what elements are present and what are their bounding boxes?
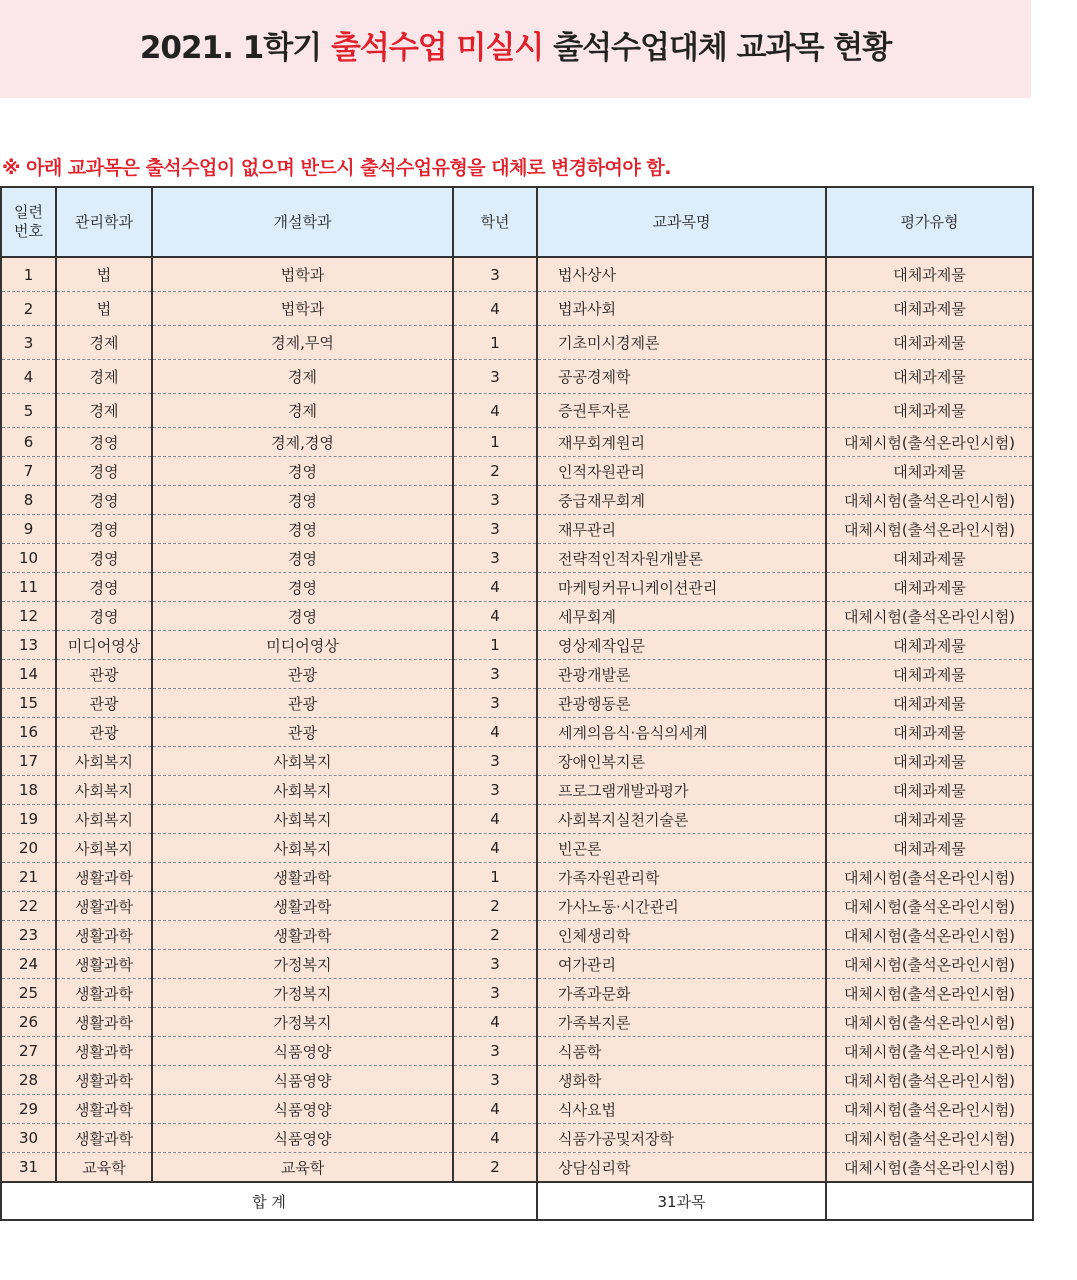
cell-course-name: 빈곤론 bbox=[537, 834, 826, 863]
cell-managing-dept: 법 bbox=[56, 292, 152, 326]
header-grade: 학년 bbox=[453, 187, 537, 257]
cell-grade: 4 bbox=[453, 1124, 537, 1153]
cell-opening-dept: 경제,무역 bbox=[152, 326, 453, 360]
cell-opening-dept: 가정복지 bbox=[152, 1008, 453, 1037]
header-course-name: 교과목명 bbox=[537, 187, 826, 257]
cell-course-name: 식품가공및저장학 bbox=[537, 1124, 826, 1153]
cell-managing-dept: 사회복지 bbox=[56, 776, 152, 805]
table-row bbox=[1, 660, 1033, 689]
cell-opening-dept: 경제 bbox=[152, 394, 453, 428]
cell-grade: 1 bbox=[453, 326, 537, 360]
table-row bbox=[1, 631, 1033, 660]
cell-evaluation-type: 대체시험(출석온라인시험) bbox=[826, 1037, 1033, 1066]
cell-evaluation-type: 대체시험(출석온라인시험) bbox=[826, 979, 1033, 1008]
cell-grade: 3 bbox=[453, 979, 537, 1008]
cell-evaluation-type: 대체시험(출석온라인시험) bbox=[826, 1124, 1033, 1153]
cell-course-name: 영상제작입문 bbox=[537, 631, 826, 660]
table-row bbox=[1, 1008, 1033, 1037]
cell-course-name: 재무회계원리 bbox=[537, 428, 826, 457]
cell-grade: 3 bbox=[453, 515, 537, 544]
cell-serial-no: 16 bbox=[1, 718, 56, 747]
total-label: 합 계 bbox=[1, 1182, 537, 1220]
table-row bbox=[1, 394, 1033, 428]
cell-grade: 3 bbox=[453, 544, 537, 573]
cell-course-name: 세계의음식·음식의세계 bbox=[537, 718, 826, 747]
cell-serial-no: 18 bbox=[1, 776, 56, 805]
cell-course-name: 인적자원관리 bbox=[537, 457, 826, 486]
cell-opening-dept: 사회복지 bbox=[152, 805, 453, 834]
cell-opening-dept: 가정복지 bbox=[152, 950, 453, 979]
cell-grade: 3 bbox=[453, 950, 537, 979]
header-opening-dept: 개설학과 bbox=[152, 187, 453, 257]
table-row bbox=[1, 257, 1033, 292]
cell-evaluation-type: 대체시험(출석온라인시험) bbox=[826, 863, 1033, 892]
cell-course-name: 법사상사 bbox=[537, 257, 826, 292]
cell-grade: 4 bbox=[453, 1095, 537, 1124]
cell-course-name: 인체생리학 bbox=[537, 921, 826, 950]
cell-serial-no: 27 bbox=[1, 1037, 56, 1066]
cell-opening-dept: 관광 bbox=[152, 689, 453, 718]
cell-evaluation-type: 대체과제물 bbox=[826, 457, 1033, 486]
cell-managing-dept: 경영 bbox=[56, 486, 152, 515]
cell-grade: 4 bbox=[453, 573, 537, 602]
cell-course-name: 세무회계 bbox=[537, 602, 826, 631]
cell-serial-no: 17 bbox=[1, 747, 56, 776]
cell-managing-dept: 생활과학 bbox=[56, 1066, 152, 1095]
cell-managing-dept: 생활과학 bbox=[56, 1008, 152, 1037]
title-highlight: 출석수업 미실시 bbox=[330, 30, 544, 66]
cell-managing-dept: 교육학 bbox=[56, 1153, 152, 1183]
cell-course-name: 관광행동론 bbox=[537, 689, 826, 718]
table-row bbox=[1, 544, 1033, 573]
cell-opening-dept: 식품영양 bbox=[152, 1124, 453, 1153]
table-header-row bbox=[1, 187, 1033, 257]
header-serial-no-line: 일련 bbox=[14, 203, 43, 221]
total-row bbox=[1, 1182, 1033, 1220]
table-row bbox=[1, 602, 1033, 631]
cell-grade: 4 bbox=[453, 292, 537, 326]
cell-evaluation-type: 대체과제물 bbox=[826, 326, 1033, 360]
table-row bbox=[1, 486, 1033, 515]
cell-evaluation-type: 대체시험(출석온라인시험) bbox=[826, 892, 1033, 921]
cell-opening-dept: 경영 bbox=[152, 602, 453, 631]
cell-serial-no: 12 bbox=[1, 602, 56, 631]
table-row bbox=[1, 1066, 1033, 1095]
title-prefix: 2021. 1학기 bbox=[139, 30, 331, 66]
cell-opening-dept: 경제,경영 bbox=[152, 428, 453, 457]
cell-opening-dept: 생활과학 bbox=[152, 921, 453, 950]
cell-course-name: 재무관리 bbox=[537, 515, 826, 544]
cell-serial-no: 1 bbox=[1, 257, 56, 292]
cell-serial-no: 9 bbox=[1, 515, 56, 544]
cell-managing-dept: 경영 bbox=[56, 573, 152, 602]
title-suffix: 출석수업대체 교과목 현황 bbox=[543, 30, 892, 66]
cell-course-name: 가사노동·시간관리 bbox=[537, 892, 826, 921]
course-table bbox=[0, 186, 1034, 1221]
cell-evaluation-type: 대체시험(출석온라인시험) bbox=[826, 921, 1033, 950]
cell-evaluation-type: 대체시험(출석온라인시험) bbox=[826, 515, 1033, 544]
cell-course-name: 전략적인적자원개발론 bbox=[537, 544, 826, 573]
cell-grade: 3 bbox=[453, 689, 537, 718]
cell-managing-dept: 생활과학 bbox=[56, 863, 152, 892]
cell-opening-dept: 법학과 bbox=[152, 257, 453, 292]
cell-serial-no: 7 bbox=[1, 457, 56, 486]
cell-managing-dept: 생활과학 bbox=[56, 921, 152, 950]
cell-managing-dept: 생활과학 bbox=[56, 1124, 152, 1153]
cell-course-name: 공공경제학 bbox=[537, 360, 826, 394]
table-row bbox=[1, 1153, 1033, 1183]
cell-serial-no: 8 bbox=[1, 486, 56, 515]
cell-serial-no: 25 bbox=[1, 979, 56, 1008]
cell-opening-dept: 식품영양 bbox=[152, 1066, 453, 1095]
cell-managing-dept: 경영 bbox=[56, 428, 152, 457]
cell-evaluation-type: 대체시험(출석온라인시험) bbox=[826, 428, 1033, 457]
cell-serial-no: 15 bbox=[1, 689, 56, 718]
cell-opening-dept: 경제 bbox=[152, 360, 453, 394]
table-row bbox=[1, 1124, 1033, 1153]
cell-evaluation-type: 대체과제물 bbox=[826, 747, 1033, 776]
cell-serial-no: 19 bbox=[1, 805, 56, 834]
notice-text: ※ 아래 교과목은 출석수업이 없으며 반드시 출석수업유형을 대체로 변경하여야 함. bbox=[2, 157, 671, 179]
table-row bbox=[1, 292, 1033, 326]
cell-evaluation-type: 대체시험(출석온라인시험) bbox=[826, 602, 1033, 631]
cell-evaluation-type: 대체과제물 bbox=[826, 776, 1033, 805]
cell-managing-dept: 생활과학 bbox=[56, 979, 152, 1008]
table-row bbox=[1, 515, 1033, 544]
table-row bbox=[1, 892, 1033, 921]
cell-opening-dept: 교육학 bbox=[152, 1153, 453, 1183]
cell-managing-dept: 경제 bbox=[56, 326, 152, 360]
cell-serial-no: 3 bbox=[1, 326, 56, 360]
cell-course-name: 가족자원관리학 bbox=[537, 863, 826, 892]
cell-course-name: 식품학 bbox=[537, 1037, 826, 1066]
table-row bbox=[1, 863, 1033, 892]
cell-serial-no: 26 bbox=[1, 1008, 56, 1037]
cell-course-name: 생화학 bbox=[537, 1066, 826, 1095]
cell-evaluation-type: 대체과제물 bbox=[826, 257, 1033, 292]
cell-grade: 3 bbox=[453, 660, 537, 689]
cell-evaluation-type: 대체과제물 bbox=[826, 660, 1033, 689]
cell-managing-dept: 경영 bbox=[56, 544, 152, 573]
cell-course-name: 식사요법 bbox=[537, 1095, 826, 1124]
cell-serial-no: 21 bbox=[1, 863, 56, 892]
cell-serial-no: 5 bbox=[1, 394, 56, 428]
cell-grade: 4 bbox=[453, 834, 537, 863]
cell-opening-dept: 경영 bbox=[152, 573, 453, 602]
cell-managing-dept: 사회복지 bbox=[56, 834, 152, 863]
cell-opening-dept: 생활과학 bbox=[152, 892, 453, 921]
cell-evaluation-type: 대체과제물 bbox=[826, 718, 1033, 747]
cell-course-name: 장애인복지론 bbox=[537, 747, 826, 776]
cell-serial-no: 31 bbox=[1, 1153, 56, 1183]
table-row bbox=[1, 1095, 1033, 1124]
cell-opening-dept: 사회복지 bbox=[152, 747, 453, 776]
cell-serial-no: 29 bbox=[1, 1095, 56, 1124]
cell-managing-dept: 경영 bbox=[56, 457, 152, 486]
cell-evaluation-type: 대체과제물 bbox=[826, 805, 1033, 834]
cell-grade: 3 bbox=[453, 360, 537, 394]
cell-course-name: 중급재무회계 bbox=[537, 486, 826, 515]
cell-evaluation-type: 대체시험(출석온라인시험) bbox=[826, 950, 1033, 979]
cell-grade: 4 bbox=[453, 602, 537, 631]
cell-opening-dept: 관광 bbox=[152, 718, 453, 747]
cell-serial-no: 13 bbox=[1, 631, 56, 660]
cell-evaluation-type: 대체시험(출석온라인시험) bbox=[826, 1008, 1033, 1037]
cell-evaluation-type: 대체과제물 bbox=[826, 689, 1033, 718]
total-evaluation bbox=[826, 1182, 1033, 1220]
cell-evaluation-type: 대체시험(출석온라인시험) bbox=[826, 1066, 1033, 1095]
cell-managing-dept: 사회복지 bbox=[56, 747, 152, 776]
cell-managing-dept: 경영 bbox=[56, 602, 152, 631]
table-row bbox=[1, 689, 1033, 718]
table-row bbox=[1, 718, 1033, 747]
cell-managing-dept: 경제 bbox=[56, 394, 152, 428]
cell-course-name: 기초미시경제론 bbox=[537, 326, 826, 360]
cell-opening-dept: 법학과 bbox=[152, 292, 453, 326]
cell-managing-dept: 생활과학 bbox=[56, 892, 152, 921]
cell-course-name: 마케팅커뮤니케이션관리 bbox=[537, 573, 826, 602]
cell-managing-dept: 사회복지 bbox=[56, 805, 152, 834]
cell-grade: 2 bbox=[453, 892, 537, 921]
cell-opening-dept: 식품영양 bbox=[152, 1095, 453, 1124]
cell-grade: 4 bbox=[453, 805, 537, 834]
cell-managing-dept: 생활과학 bbox=[56, 1037, 152, 1066]
cell-grade: 3 bbox=[453, 257, 537, 292]
cell-course-name: 관광개발론 bbox=[537, 660, 826, 689]
cell-opening-dept: 생활과학 bbox=[152, 863, 453, 892]
cell-opening-dept: 경영 bbox=[152, 457, 453, 486]
cell-evaluation-type: 대체시험(출석온라인시험) bbox=[826, 486, 1033, 515]
cell-opening-dept: 미디어영상 bbox=[152, 631, 453, 660]
cell-serial-no: 28 bbox=[1, 1066, 56, 1095]
cell-managing-dept: 생활과학 bbox=[56, 950, 152, 979]
cell-opening-dept: 가정복지 bbox=[152, 979, 453, 1008]
cell-serial-no: 4 bbox=[1, 360, 56, 394]
cell-evaluation-type: 대체과제물 bbox=[826, 544, 1033, 573]
cell-grade: 3 bbox=[453, 486, 537, 515]
cell-course-name: 법과사회 bbox=[537, 292, 826, 326]
cell-managing-dept: 관광 bbox=[56, 718, 152, 747]
cell-serial-no: 24 bbox=[1, 950, 56, 979]
cell-grade: 3 bbox=[453, 1037, 537, 1066]
cell-serial-no: 30 bbox=[1, 1124, 56, 1153]
cell-serial-no: 10 bbox=[1, 544, 56, 573]
cell-managing-dept: 관광 bbox=[56, 660, 152, 689]
table-row bbox=[1, 747, 1033, 776]
cell-opening-dept: 경영 bbox=[152, 544, 453, 573]
cell-managing-dept: 미디어영상 bbox=[56, 631, 152, 660]
cell-opening-dept: 경영 bbox=[152, 515, 453, 544]
table-row bbox=[1, 921, 1033, 950]
table-row bbox=[1, 834, 1033, 863]
table-row bbox=[1, 428, 1033, 457]
cell-opening-dept: 사회복지 bbox=[152, 834, 453, 863]
cell-evaluation-type: 대체과제물 bbox=[826, 394, 1033, 428]
cell-managing-dept: 생활과학 bbox=[56, 1095, 152, 1124]
cell-grade: 4 bbox=[453, 394, 537, 428]
cell-opening-dept: 경영 bbox=[152, 486, 453, 515]
total-count: 31과목 bbox=[537, 1182, 826, 1220]
header-evaluation-type: 평가유형 bbox=[826, 187, 1033, 257]
cell-grade: 4 bbox=[453, 1008, 537, 1037]
cell-managing-dept: 법 bbox=[56, 257, 152, 292]
table-row bbox=[1, 950, 1033, 979]
table-row bbox=[1, 979, 1033, 1008]
cell-serial-no: 23 bbox=[1, 921, 56, 950]
cell-evaluation-type: 대체과제물 bbox=[826, 360, 1033, 394]
cell-evaluation-type: 대체과제물 bbox=[826, 573, 1033, 602]
cell-opening-dept: 식품영양 bbox=[152, 1037, 453, 1066]
header-serial-no-line: 번호 bbox=[14, 222, 43, 240]
cell-evaluation-type: 대체과제물 bbox=[826, 292, 1033, 326]
header-serial-no bbox=[1, 187, 56, 257]
cell-grade: 1 bbox=[453, 863, 537, 892]
cell-course-name: 프로그램개발과평가 bbox=[537, 776, 826, 805]
cell-serial-no: 11 bbox=[1, 573, 56, 602]
cell-grade: 2 bbox=[453, 457, 537, 486]
cell-course-name: 가족과문화 bbox=[537, 979, 826, 1008]
cell-course-name: 증권투자론 bbox=[537, 394, 826, 428]
cell-evaluation-type: 대체과제물 bbox=[826, 631, 1033, 660]
cell-serial-no: 14 bbox=[1, 660, 56, 689]
cell-course-name: 사회복지실천기술론 bbox=[537, 805, 826, 834]
page-title bbox=[0, 22, 1031, 67]
cell-evaluation-type: 대체시험(출석온라인시험) bbox=[826, 1095, 1033, 1124]
table-row bbox=[1, 573, 1033, 602]
cell-course-name: 상담심리학 bbox=[537, 1153, 826, 1183]
cell-managing-dept: 경영 bbox=[56, 515, 152, 544]
cell-grade: 1 bbox=[453, 631, 537, 660]
cell-serial-no: 20 bbox=[1, 834, 56, 863]
cell-grade: 1 bbox=[453, 428, 537, 457]
header-managing-dept: 관리학과 bbox=[56, 187, 152, 257]
cell-evaluation-type: 대체과제물 bbox=[826, 834, 1033, 863]
cell-serial-no: 22 bbox=[1, 892, 56, 921]
cell-grade: 3 bbox=[453, 776, 537, 805]
cell-serial-no: 2 bbox=[1, 292, 56, 326]
cell-course-name: 가족복지론 bbox=[537, 1008, 826, 1037]
table-row bbox=[1, 360, 1033, 394]
table-row bbox=[1, 1037, 1033, 1066]
table-row bbox=[1, 457, 1033, 486]
cell-opening-dept: 관광 bbox=[152, 660, 453, 689]
cell-grade: 2 bbox=[453, 921, 537, 950]
cell-managing-dept: 경제 bbox=[56, 360, 152, 394]
table-row bbox=[1, 776, 1033, 805]
table-row bbox=[1, 805, 1033, 834]
cell-grade: 4 bbox=[453, 718, 537, 747]
cell-serial-no: 6 bbox=[1, 428, 56, 457]
table-row bbox=[1, 326, 1033, 360]
cell-grade: 2 bbox=[453, 1153, 537, 1183]
cell-grade: 3 bbox=[453, 747, 537, 776]
cell-course-name: 여가관리 bbox=[537, 950, 826, 979]
cell-evaluation-type: 대체시험(출석온라인시험) bbox=[826, 1153, 1033, 1183]
cell-managing-dept: 관광 bbox=[56, 689, 152, 718]
cell-grade: 3 bbox=[453, 1066, 537, 1095]
cell-opening-dept: 사회복지 bbox=[152, 776, 453, 805]
